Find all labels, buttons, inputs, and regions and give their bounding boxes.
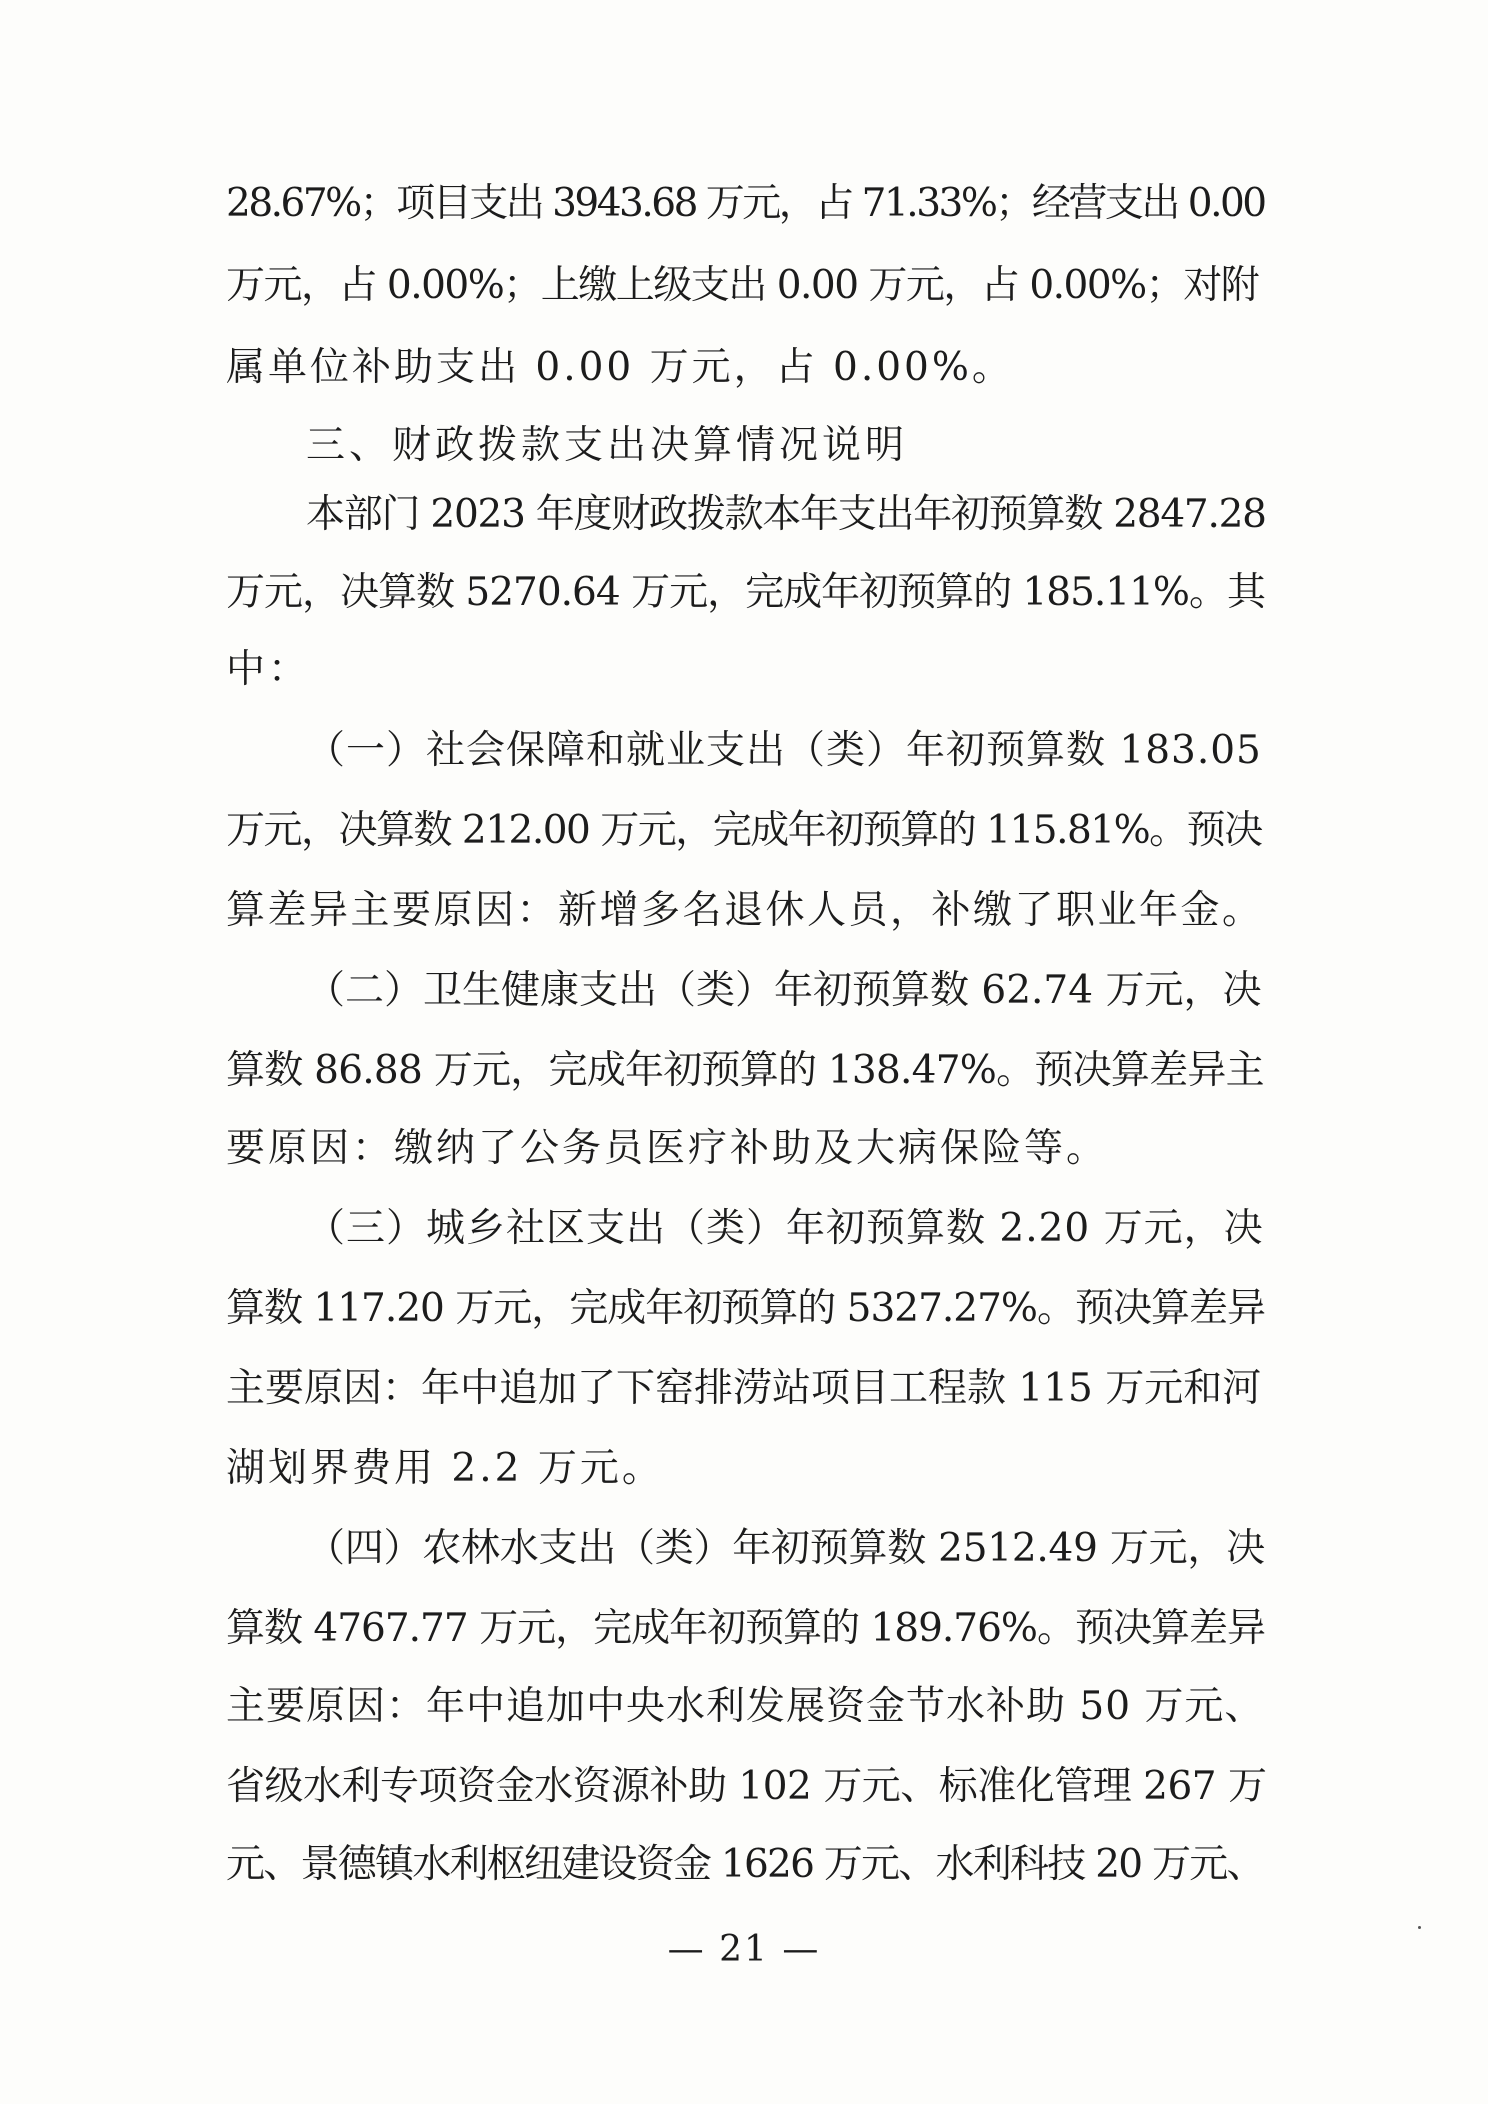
text-line: 算差异主要原因：新增多名退休人员，补缴了职业年金。 — [226, 888, 1264, 933]
page-number: — 21 — — [667, 1929, 821, 1970]
text-line: （一）社会保障和就业支出（类）年初预算数 183.05 — [306, 728, 1262, 773]
text-line: 属单位补助支出 0.00 万元，占 0.00%。 — [226, 345, 1014, 390]
text-line: 万元，决算数 212.00 万元，完成年初预算的 115.81%。预决 — [226, 808, 1262, 853]
section-heading: 三、财政拨款支出决算情况说明 — [306, 423, 909, 468]
text-line: 万元，决算数 5270.64 万元，完成年初预算的 185.11%。其 — [226, 570, 1265, 615]
text-line: 省级水利专项资金水资源补助 102 万元、标准化管理 267 万 — [226, 1764, 1267, 1809]
text-line: 湖划界费用 2.2 万元。 — [226, 1446, 664, 1491]
text-line: （四）农林水支出（类）年初预算数 2512.49 万元，决 — [306, 1526, 1265, 1571]
scan-speck — [1418, 1926, 1421, 1929]
text-line: （二）卫生健康支出（类）年初预算数 62.74 万元，决 — [306, 968, 1262, 1013]
text-line: 主要原因：年中追加中央水利发展资金节水补助 50 万元、 — [226, 1684, 1265, 1729]
text-line: 28.67%；项目支出 3943.68 万元，占 71.33%；经营支出 0.00 — [226, 181, 1265, 226]
text-line: 万元，占 0.00%；上缴上级支出 0.00 万元，占 0.00%；对附 — [226, 263, 1259, 308]
text-line: （三）城乡社区支出（类）年初预算数 2.20 万元，决 — [306, 1206, 1264, 1251]
text-line: 算数 4767.77 万元，完成年初预算的 189.76%。预决算差异 — [226, 1606, 1265, 1651]
text-line: 元、景德镇水利枢纽建设资金 1626 万元、水利科技 20 万元、 — [226, 1842, 1264, 1887]
text-line: 要原因：缴纳了公务员医疗补助及大病保险等。 — [226, 1126, 1109, 1171]
text-line: 算数 86.88 万元，完成年初预算的 138.47%。预决算差异主 — [226, 1048, 1264, 1093]
text-line: 主要原因：年中追加了下窑排涝站项目工程款 115 万元和河 — [226, 1366, 1262, 1411]
text-line: 本部门 2023 年度财政拨款本年支出年初预算数 2847.28 — [306, 492, 1266, 537]
text-line: 中： — [226, 647, 311, 692]
text-line: 算数 117.20 万元，完成年初预算的 5327.27%。预决算差异 — [226, 1286, 1265, 1331]
